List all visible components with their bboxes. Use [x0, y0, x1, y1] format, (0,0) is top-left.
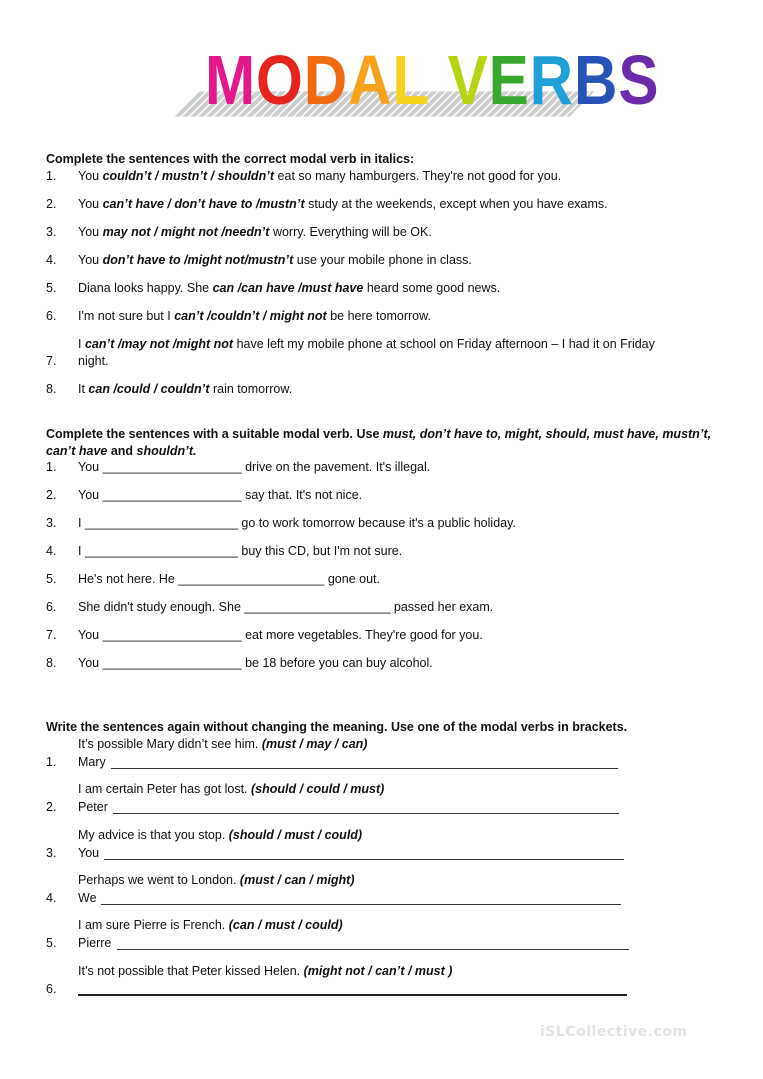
answer-line[interactable]: [101, 904, 621, 905]
s1-item-3-number: 3.: [46, 225, 57, 239]
s2-item-4-number: 4.: [46, 544, 57, 558]
s2-item-5: He's not here. He _____________________ gone out.: [78, 572, 380, 586]
s3-item-2-prompt: I am certain Peter has got lost. (should / could / must): [78, 782, 385, 796]
s3-item-4-start: We: [78, 891, 97, 905]
s2-item-8-number: 8.: [46, 656, 57, 670]
s2-item-7-number: 7.: [46, 628, 57, 642]
answer-blank[interactable]: ______________________: [84, 516, 238, 530]
answer-line[interactable]: [113, 813, 619, 814]
s1-item-2: You can’t have / don’t have to /mustn’t study at the weekends, except when you have exams.: [78, 197, 608, 211]
s1-item-7: I can’t /may not /might not have left my mobile phone at school on Friday afternoon – I had it on Friday: [78, 337, 655, 351]
s3-item-1-number: 1.: [46, 755, 57, 769]
s3-item-3-start: You: [78, 846, 100, 860]
s2-item-2-number: 2.: [46, 488, 57, 502]
s3-item-1-start: Mary: [78, 755, 106, 769]
s1-item-8-number: 8.: [46, 382, 57, 396]
title-letter: D: [303, 41, 349, 119]
section3-heading: Write the sentences again without changing the meaning. Use one of the modal verbs in brackets.: [46, 720, 628, 734]
s2-item-6: She didn't study enough. She _____________________ passed her exam.: [78, 600, 494, 614]
title-letter: O: [256, 41, 304, 119]
s1-item-4: You don’t have to /might not/mustn’t use your mobile phone in class.: [78, 253, 472, 267]
title-letter: R: [529, 41, 575, 119]
answer-blank[interactable]: _____________________: [178, 572, 325, 586]
s2-item-5-number: 5.: [46, 572, 57, 586]
title-letter: A: [348, 41, 393, 119]
s2-item-7: You ____________________ eat more vegetables. They're good for you.: [78, 628, 483, 642]
answer-blank[interactable]: ______________________: [84, 544, 238, 558]
answer-blank[interactable]: _____________________: [244, 600, 391, 614]
answer-line[interactable]: [78, 994, 627, 996]
s2-item-4: I ______________________ buy this CD, but I'm not sure.: [78, 544, 403, 558]
answer-line[interactable]: [117, 949, 629, 950]
s1-item-5-number: 5.: [46, 281, 57, 295]
s2-item-3: I ______________________ go to work tomorrow because it's a public holiday.: [78, 516, 516, 530]
s3-item-4-number: 4.: [46, 891, 57, 905]
s2-item-6-number: 6.: [46, 600, 57, 614]
s3-item-6-number: 6.: [46, 982, 57, 996]
s1-item-7-continued: night.: [78, 354, 109, 368]
s2-item-2: You ____________________ say that. It's not nice.: [78, 488, 363, 502]
s1-item-7-number: 7.: [46, 354, 57, 368]
title-letter: [430, 38, 448, 122]
s1-item-1: You couldn’t / mustn’t / shouldn’t eat so many hamburgers. They're not good for you.: [78, 169, 562, 183]
section1-heading: Complete the sentences with the correct modal verb in italics:: [46, 152, 415, 166]
s3-item-2-number: 2.: [46, 800, 57, 814]
s3-item-5-number: 5.: [46, 936, 57, 950]
answer-blank[interactable]: ____________________: [102, 460, 242, 474]
s1-item-1-number: 1.: [46, 169, 57, 183]
answer-blank[interactable]: ____________________: [102, 488, 242, 502]
s3-item-3-prompt: My advice is that you stop. (should / must / could): [78, 828, 363, 842]
s1-item-5: Diana looks happy. She can /can have /must have heard some good news.: [78, 281, 501, 295]
s2-item-1-number: 1.: [46, 460, 57, 474]
s3-item-5-start: Pierre: [78, 936, 112, 950]
answer-line[interactable]: [104, 859, 624, 860]
watermark: iSLCollective.com: [540, 1024, 688, 1040]
title-letter: L: [392, 41, 431, 119]
s3-item-4-prompt: Perhaps we went to London. (must / can / might): [78, 873, 355, 887]
title-banner: [175, 38, 660, 128]
title-letter: V: [447, 41, 489, 119]
answer-line[interactable]: [111, 768, 618, 769]
answer-blank[interactable]: ____________________: [102, 628, 242, 642]
s2-item-8: You ____________________ be 18 before you can buy alcohol.: [78, 656, 433, 670]
section2-heading: Complete the sentences with a suitable modal verb. Use must, don’t have to, might, should, must have, mustn’t, can’t have and shouldn’t.: [46, 427, 712, 458]
answer-blank[interactable]: ____________________: [102, 656, 242, 670]
s1-item-8: It can /could / couldn’t rain tomorrow.: [78, 382, 293, 396]
title-letter: B: [574, 41, 619, 119]
title-letter: S: [618, 41, 660, 119]
s1-item-4-number: 4.: [46, 253, 57, 267]
s3-item-1-prompt: It’s possible Mary didn’t see him. (must / may / can): [78, 737, 368, 751]
s3-item-6-prompt: It’s not possible that Peter kissed Helen. (might not / can’t / must ): [78, 964, 453, 978]
s2-item-1: You ____________________ drive on the pavement. It's illegal.: [78, 460, 431, 474]
s1-item-6-number: 6.: [46, 309, 57, 323]
s3-item-2-start: Peter: [78, 800, 108, 814]
s1-item-2-number: 2.: [46, 197, 57, 211]
s3-item-5-prompt: I am sure Pierre is French. (can / must / could): [78, 918, 343, 932]
s1-item-3: You may not / might not /needn’t worry. Everything will be OK.: [78, 225, 432, 239]
s3-item-3-number: 3.: [46, 846, 57, 860]
page-title: [205, 38, 659, 122]
s2-item-3-number: 3.: [46, 516, 57, 530]
title-letter: M: [205, 41, 257, 119]
s1-item-6: I'm not sure but I can’t /couldn’t / might not be here tomorrow.: [78, 309, 431, 323]
title-letter: E: [488, 41, 530, 119]
